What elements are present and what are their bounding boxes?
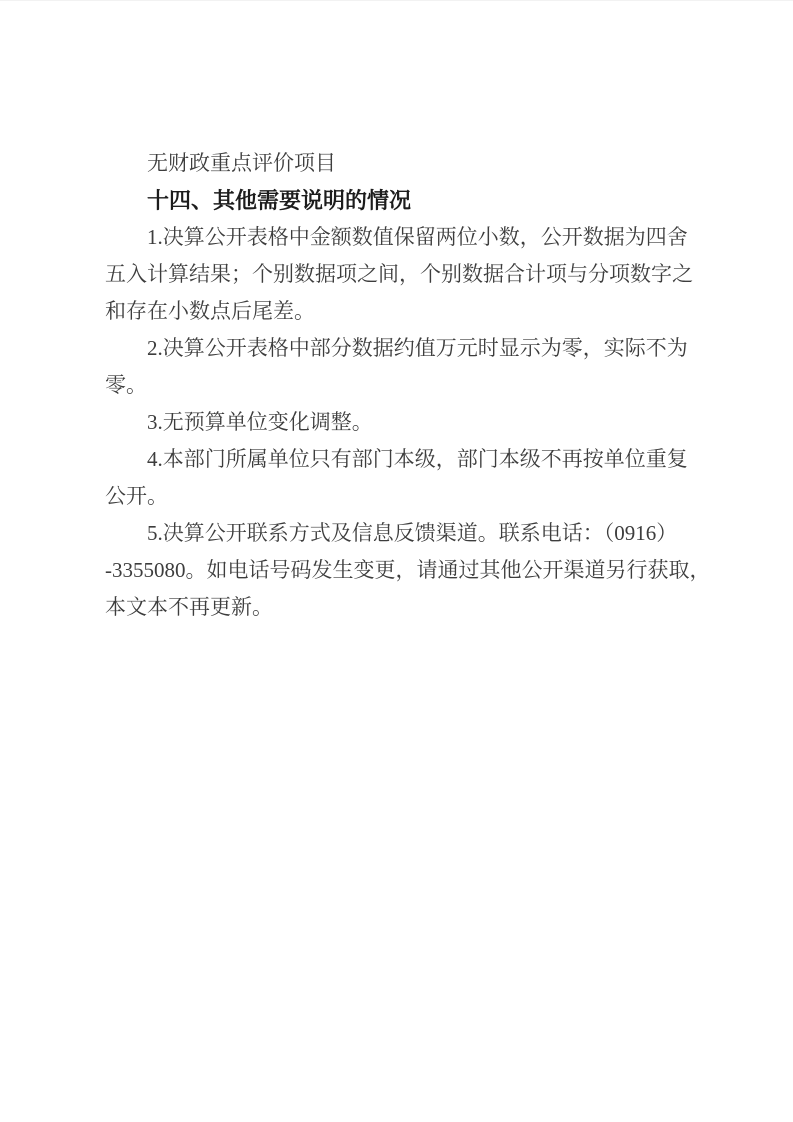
paragraph-line: -3355080。如电话号码发生变更，请通过其他公开渠道另行获取，	[105, 558, 711, 582]
document-body	[105, 145, 711, 626]
paragraph-line: 和存在小数点后尾差。	[105, 299, 315, 323]
intro-line: 无财政重点评价项目	[147, 151, 336, 175]
paragraph-list	[105, 219, 711, 626]
paragraph-line: 五入计算结果；个别数据项之间，个别数据合计项与分项数字之	[105, 262, 693, 286]
paragraph-line: 1.决算公开表格中金额数值保留两位小数，公开数据为四舍	[147, 225, 688, 249]
paragraph-line: 2.决算公开表格中部分数据约值万元时显示为零，实际不为	[147, 336, 688, 360]
paragraph-line: 本文本不再更新。	[105, 595, 273, 619]
paragraph-line: 3.无预算单位变化调整。	[147, 410, 373, 434]
paragraph-line: 4.本部门所属单位只有部门本级，部门本级不再按单位重复	[147, 447, 688, 471]
paragraph-line: 公开。	[105, 484, 168, 508]
section-heading: 十四、其他需要说明的情况	[147, 188, 412, 213]
paragraph-line: 5.决算公开联系方式及信息反馈渠道。联系电话：（0916）	[147, 521, 678, 545]
paragraph-line: 零。	[105, 373, 147, 397]
